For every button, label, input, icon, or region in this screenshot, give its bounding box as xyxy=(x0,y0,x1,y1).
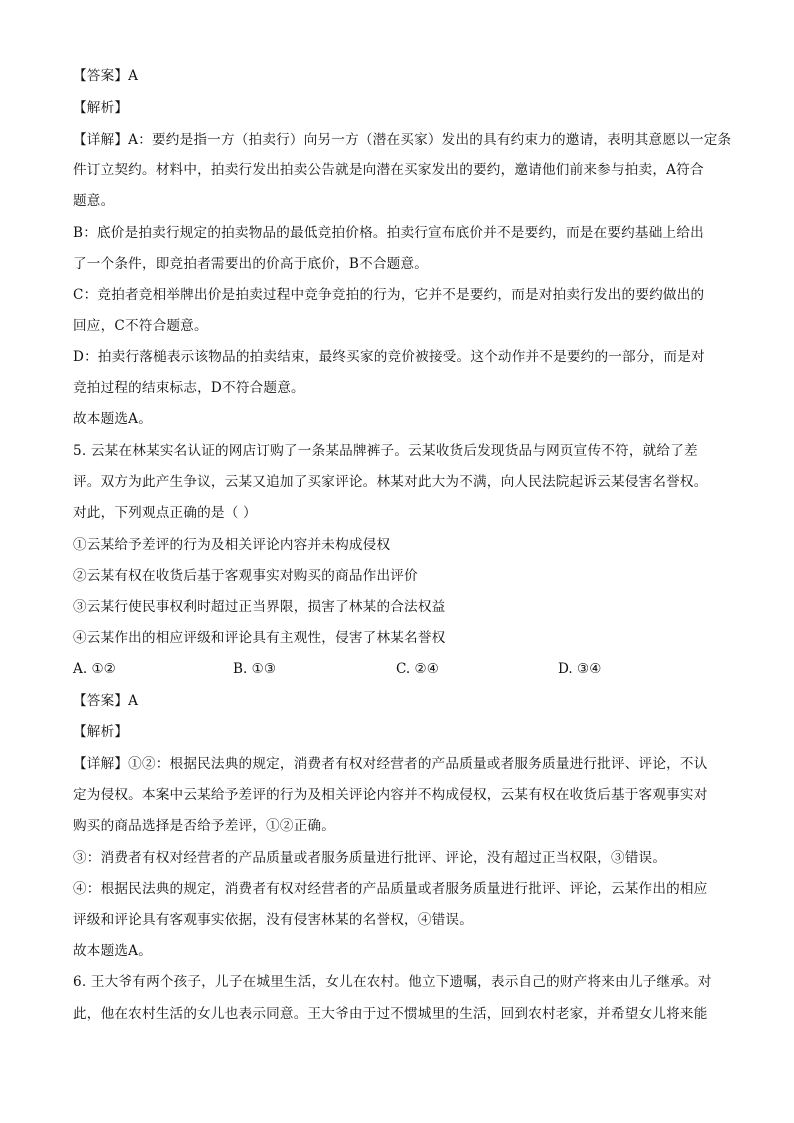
analysis-label: 【解析】 xyxy=(73,724,129,740)
text-line: 定为侵权。本案中云某给予差评的行为及相关评论内容并不构成侵权，云某有权在收货后基于客观事实对 xyxy=(73,787,708,803)
text-line: ③：消费者有权对经营者的产品质量或者服务质量进行批评、评论，没有超过正当权限，③错误。 xyxy=(73,850,667,866)
statement-item: ②云某有权在收货后基于客观事实对购买的商品作出评价 xyxy=(73,568,418,584)
answer-label: 【答案】A xyxy=(73,693,139,709)
question-line: 此，他在农村生活的女儿也表示同意。王大爷由于过不惯城里的生活，回到农村老家，并希望女儿将来能 xyxy=(73,1006,708,1022)
question-line: 对此，下列观点正确的是（ ） xyxy=(73,505,257,521)
question-line: 5. 云某在林某实名认证的网店订购了一条某品牌裤子。云某收货后发现货品与网页宣传不符，就给了差 xyxy=(73,443,698,459)
text-line: 了一个条件，即竞拍者需要出的价高于底价，B不合题意。 xyxy=(73,256,429,272)
text-line: D：拍卖行落槌表示该物品的拍卖结束，最终买家的竞价被接受。这个动作并不是要约的一部分，而是对 xyxy=(73,349,705,365)
question-line: 评。双方为此产生争议，云某又追加了买家评论。林某对此大为不满，向人民法院起诉云某侵害名誉权。 xyxy=(73,474,708,490)
statement-item: ④云某作出的相应评级和评论具有主观性，侵害了林某名誉权 xyxy=(73,630,446,646)
text-line: 【详解】A：要约是指一方（拍卖行）向另一方（潜在买家）发出的具有约束力的邀请，表明其意愿以一定条 xyxy=(73,132,732,148)
statement-item: ③云某行使民事权利时超过正当界限，损害了林某的合法权益 xyxy=(73,599,446,615)
text-line: 评级和评论具有客观事实依据，没有侵害林某的名誉权，④错误。 xyxy=(73,912,474,928)
text-line: 故本题选A。 xyxy=(73,943,152,959)
text-line: 购买的商品选择是否给予差评，①②正确。 xyxy=(73,818,336,834)
option-c: C. ②④ xyxy=(396,661,439,677)
text-line: 【详解】①②：根据民法典的规定，消费者有权对经营者的产品质量或者服务质量进行批评、评论，不认 xyxy=(73,756,708,772)
text-line: 竞拍过程的结束标志，D不符合题意。 xyxy=(73,380,305,396)
text-line: 故本题选A。 xyxy=(73,411,152,427)
statement-item: ①云某给予差评的行为及相关评论内容并未构成侵权 xyxy=(73,537,391,553)
question-line: 6. 王大爷有两个孩子，儿子在城里生活，女儿在农村。他立下遗嘱，表示自己的财产将来由儿子继承。对 xyxy=(73,974,712,990)
option-b: B. ①③ xyxy=(233,661,277,677)
option-a: A. ①② xyxy=(73,661,116,677)
option-d: D. ③④ xyxy=(558,661,602,677)
text-line: B：底价是拍卖行规定的拍卖物品的最低竞拍价格。拍卖行宣布底价并不是要约，而是在要约基础上给出 xyxy=(73,225,704,241)
text-line: C：竞拍者竞相举牌出价是拍卖过程中竞争竞拍的行为，它并不是要约，而是对拍卖行发出的要约做出的 xyxy=(73,287,705,303)
answer-label: 【答案】A xyxy=(73,68,139,84)
text-line: ④：根据民法典的规定，消费者有权对经营者的产品质量或者服务质量进行批评、评论，云某作出的相应 xyxy=(73,881,708,897)
text-line: 件订立契约。材料中，拍卖行发出拍卖公告就是向潜在买家发出的要约，邀请他们前来参与拍卖，A符合 xyxy=(73,162,704,178)
text-line: 题意。 xyxy=(73,193,115,209)
analysis-label: 【解析】 xyxy=(73,100,129,116)
text-line: 回应，C不符合题意。 xyxy=(73,318,208,334)
